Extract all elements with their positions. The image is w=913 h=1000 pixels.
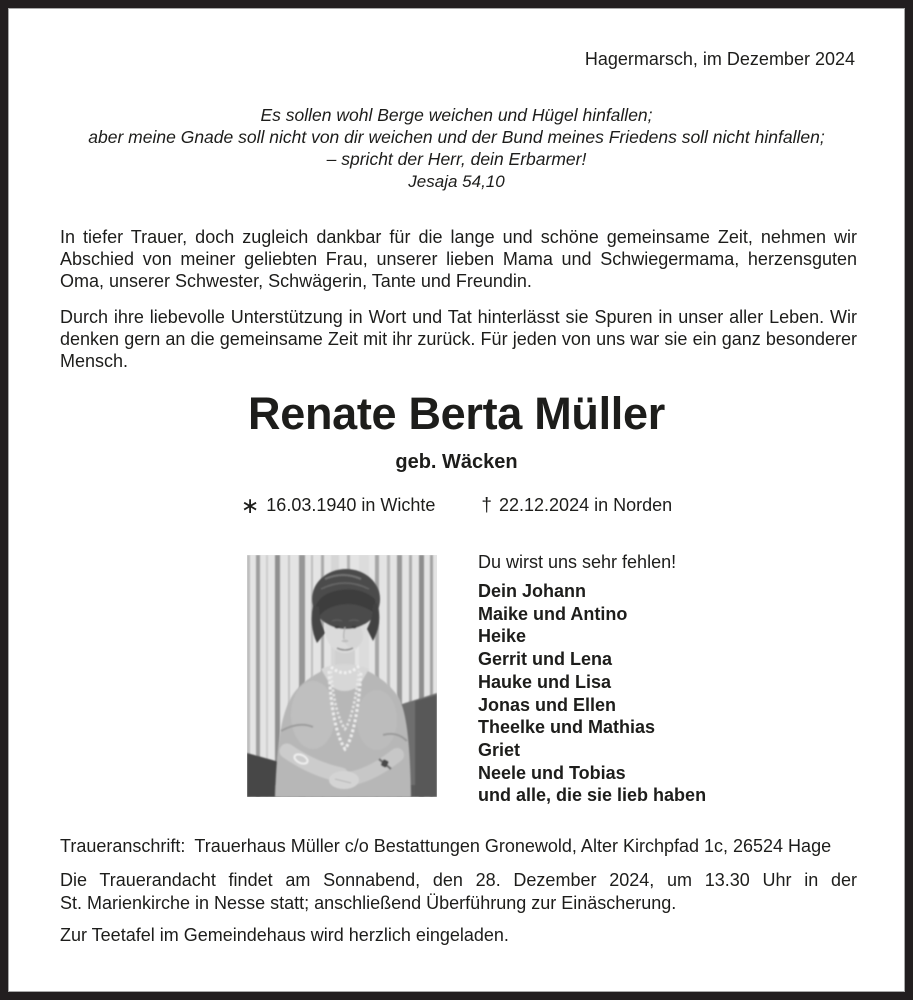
mourner-name: Theelke und Mathias bbox=[478, 717, 656, 738]
death-date-text: 22.12.2024 in Norden bbox=[499, 495, 673, 515]
mourner-name: und alle, die sie lieb haben bbox=[478, 785, 707, 806]
service-info-line2: St. Marienkirche in Nesse statt; anschließend Überführung zur Einäscherung. bbox=[60, 892, 677, 913]
scripture-line: – spricht der Herr, dein Erbarmer! bbox=[326, 149, 587, 169]
mourner-name: Jonas und Ellen bbox=[478, 694, 617, 715]
farewell-lead: Du wirst uns sehr fehlen! bbox=[478, 552, 677, 572]
mourner-name: Dein Johann bbox=[478, 581, 587, 601]
mourners-list bbox=[478, 580, 858, 807]
mourner-name: Neele und Tobias bbox=[478, 762, 626, 783]
mourner-name: Griet bbox=[478, 739, 521, 760]
died-dagger-icon: † bbox=[481, 495, 492, 516]
mourner-name: Heike bbox=[478, 626, 527, 647]
mourning-address bbox=[60, 836, 857, 857]
portrait-photo bbox=[247, 555, 437, 797]
service-info-line1: Die Trauerandacht findet am Sonnabend, den 28. Dezember 2024, um 13.30 Uhr in der bbox=[60, 870, 857, 890]
scripture-line: Es sollen wohl Berge weichen und Hügel hinfallen; bbox=[260, 105, 653, 125]
deceased-name: Renate Berta Müller bbox=[248, 388, 665, 439]
maiden-name: geb. Wäcken bbox=[395, 451, 518, 473]
service-info bbox=[60, 869, 857, 914]
dateline: Hagermarsch, im Dezember 2024 bbox=[584, 49, 855, 69]
birth-date bbox=[241, 494, 436, 517]
scripture-source: Jesaja 54,10 bbox=[408, 172, 505, 191]
mourner-name: Maike und Antino bbox=[478, 603, 628, 624]
mourner-name: Hauke und Lisa bbox=[478, 671, 612, 692]
life-dates bbox=[0, 494, 913, 517]
tea-invitation: Zur Teetafel im Gemeindehaus wird herzlich eingeladen. bbox=[60, 925, 509, 945]
mourning-address-label: Traueranschrift: bbox=[60, 836, 186, 856]
farewell-block bbox=[478, 551, 858, 807]
born-star-icon: ∗ bbox=[240, 493, 260, 518]
scripture-quote bbox=[0, 104, 913, 193]
birth-date-text: 16.03.1940 in Wichte bbox=[266, 495, 436, 515]
mourning-address-text: Trauerhaus Müller c/o Bestattungen Gronewold, Alter Kirchpfad 1c, 26524 Hage bbox=[194, 836, 832, 856]
scripture-line: aber meine Gnade soll nicht von dir weichen und der Bund meines Friedens soll nicht hinfallen; bbox=[88, 127, 825, 147]
intro-paragraph-2: Durch ihre liebevolle Unterstützung in Wort und Tat hinterlässt sie Spuren in unser aller Leben. Wir denken gern an die gemeinsame Zeit mit ihr zurück. Für jeden von uns war sie ein ganz besonderer Mensch. bbox=[60, 307, 857, 371]
intro-paragraph-1: In tiefer Trauer, doch zugleich dankbar für die lange und schöne gemeinsame Zeit, nehmen wir Abschied von meiner geliebten Frau, unserer lieben Mama und Schwiegermama, herzensguten Oma, unserer Schwester, Schwägerin, Tante und Freundin. bbox=[60, 227, 857, 291]
mourner-name: Gerrit und Lena bbox=[478, 649, 613, 670]
death-date bbox=[481, 494, 672, 517]
